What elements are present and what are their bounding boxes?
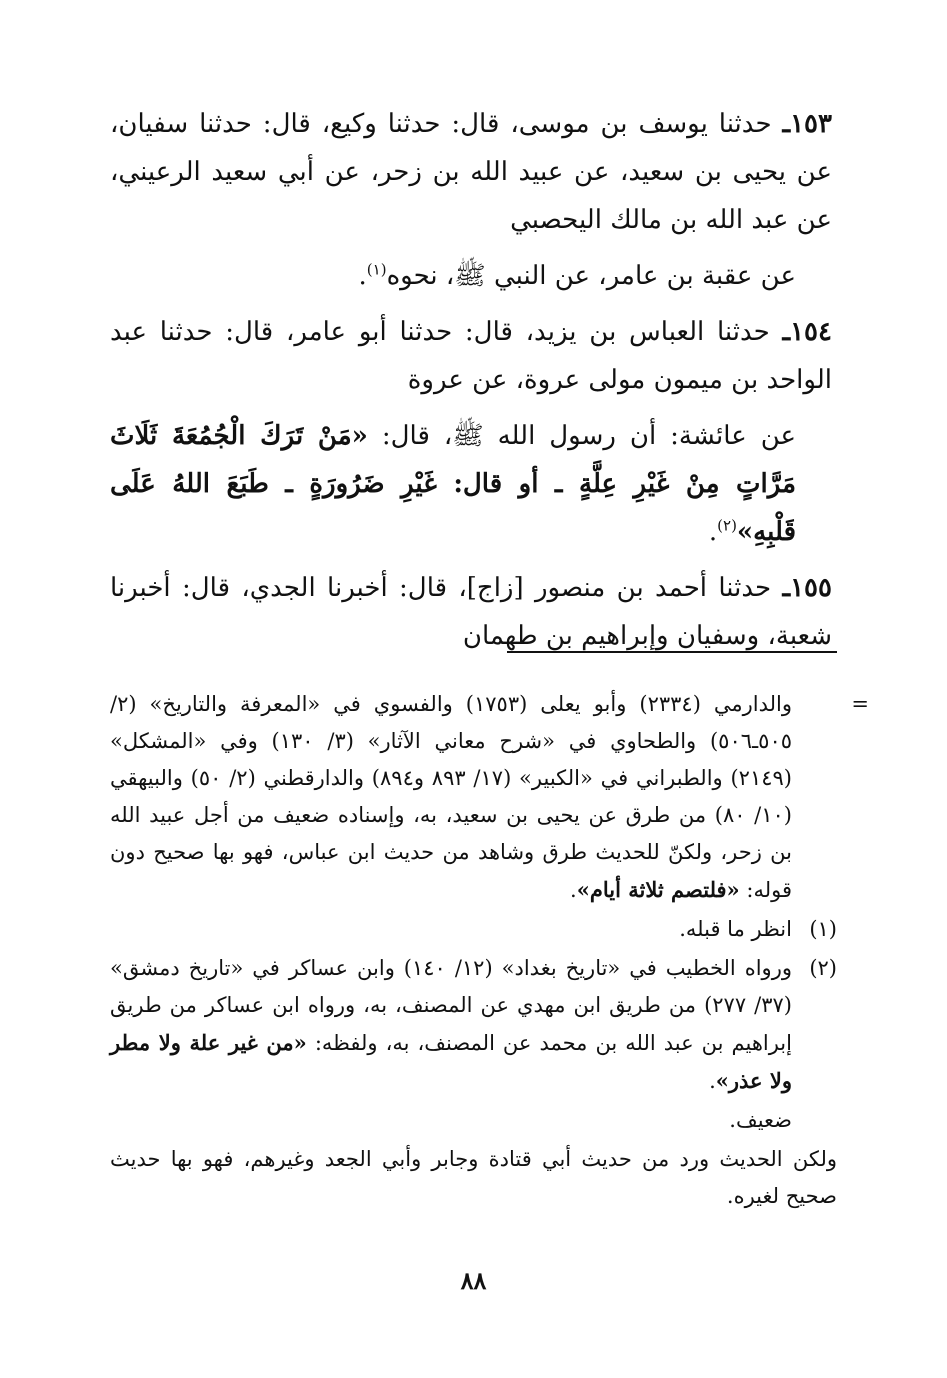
hadith-154-matn xyxy=(110,412,832,556)
hadith-154-isnad xyxy=(110,308,832,404)
footnote-divider xyxy=(507,651,837,653)
footnotes xyxy=(110,686,869,1217)
hadith-153-isnad xyxy=(110,100,832,244)
hadith-number: ١٥٥ـ xyxy=(782,573,832,603)
footnote-quote: «من غير علة ولا مطر ولا عذر» xyxy=(110,1030,792,1093)
hadith-number: ١٥٤ـ xyxy=(782,317,832,347)
footnote-1 xyxy=(110,911,837,948)
grade-text: ضعيف. xyxy=(729,1108,792,1132)
prophetic-quote: «مَنْ تَرَكَ الْجُمُعَةَ ثَلَاثَ مَرَّاتٍ مِنْ غَيْرِ عِلَّةٍ ـ أو قال: غَيْرِ ضَرُورَةٍ ـ طَبَعَ اللهُ عَلَى قَلْبِهِ» xyxy=(110,421,796,547)
main-text xyxy=(110,100,832,668)
footnote-text: ورواه الخطيب في «تاريخ بغداد» (١٢/ ١٤٠) وابن عساكر في «تاريخ دمشق» (٣٧/ ٢٧٧) من طريق ابن مهدي عن المصنف، به، ورواه ابن عساكر من طريق إبراهيم بن عبد الله بن محمد عن المصنف، به، ولفظه: xyxy=(110,956,792,1055)
footnote-end: . xyxy=(709,1069,716,1093)
footnote-number: (٢) xyxy=(809,956,837,980)
hadith-153-matn xyxy=(110,252,832,300)
matn-intro: عن عائشة: أن رسول الله ﷺ، قال: xyxy=(381,421,796,451)
page-number: ٨٨ xyxy=(460,1266,487,1295)
footnote-text: انظر ما قبله. xyxy=(679,917,792,941)
footnote-number: (١) xyxy=(809,917,837,941)
isnad-text: حدثنا يوسف بن موسى، قال: حدثنا وكيع، قال: حدثنا سفيان، عن يحيى بن سعيد، عن عبيد الله بن زحر، عن أبي سعيد الرعيني، عن عبد الله بن مالك اليحصبي xyxy=(110,109,832,235)
matn-end: . xyxy=(358,261,367,291)
footnote-2-continued xyxy=(110,1141,837,1215)
continuation-marker: = xyxy=(851,692,869,716)
footnote-continuation xyxy=(110,686,869,909)
footnote-ref[interactable]: (١) xyxy=(366,260,387,279)
footnote-end: . xyxy=(570,878,577,902)
footnote-text: ولكن الحديث ورد من حديث أبي قتادة وجابر وأبي الجعد وغيرهم، فهو بها حديث صحيح لغيره. xyxy=(110,1147,837,1208)
footnote-ref[interactable]: (٢) xyxy=(717,516,737,535)
footnote-quote: «فلتصم ثلاثة أيام» xyxy=(576,877,740,902)
matn-end: . xyxy=(708,517,718,547)
hadith-number: ١٥٣ـ xyxy=(782,109,832,139)
footnote-2 xyxy=(110,950,837,1100)
isnad-text: حدثنا العباس بن يزيد، قال: حدثنا أبو عامر، قال: حدثنا عبد الواحد بن ميمون مولى عروة، عن عروة xyxy=(110,317,832,395)
footnote-text: والدارمي (٢٣٣٤) وأبو يعلى (١٧٥٣) والفسوي في «المعرفة والتاريخ» (٢/ ٥٠٥ـ٥٠٦) والطحاوي في «شرح معاني الآثار» (٣/ ١٣٠) وفي «المشكل» (٢١٤٩) والطبراني في «الكبير» (١٧/ ٨٩٣ و٨٩٤) والدارقطني (٢/ ٥٠) والبيهقي (١٠/ ٨٠) من طرق عن يحيى بن سعيد، به، وإسناده ضعيف من أجل عبيد الله بن زحر، ولكنّ للحديث طرق وشاهد من حديث ابن عباس، فهو بها صحيح دون قوله: xyxy=(110,692,793,902)
footnote-2-grade xyxy=(110,1102,837,1139)
hadith-155-isnad xyxy=(110,564,832,660)
matn-text: عن عقبة بن عامر، عن النبي ﷺ، نحوه xyxy=(386,261,796,291)
isnad-text: حدثنا أحمد بن منصور [زاج]، قال: أخبرنا الجدي، قال: أخبرنا شعبة، وسفيان وإبراهيم بن طهمان xyxy=(110,573,832,651)
